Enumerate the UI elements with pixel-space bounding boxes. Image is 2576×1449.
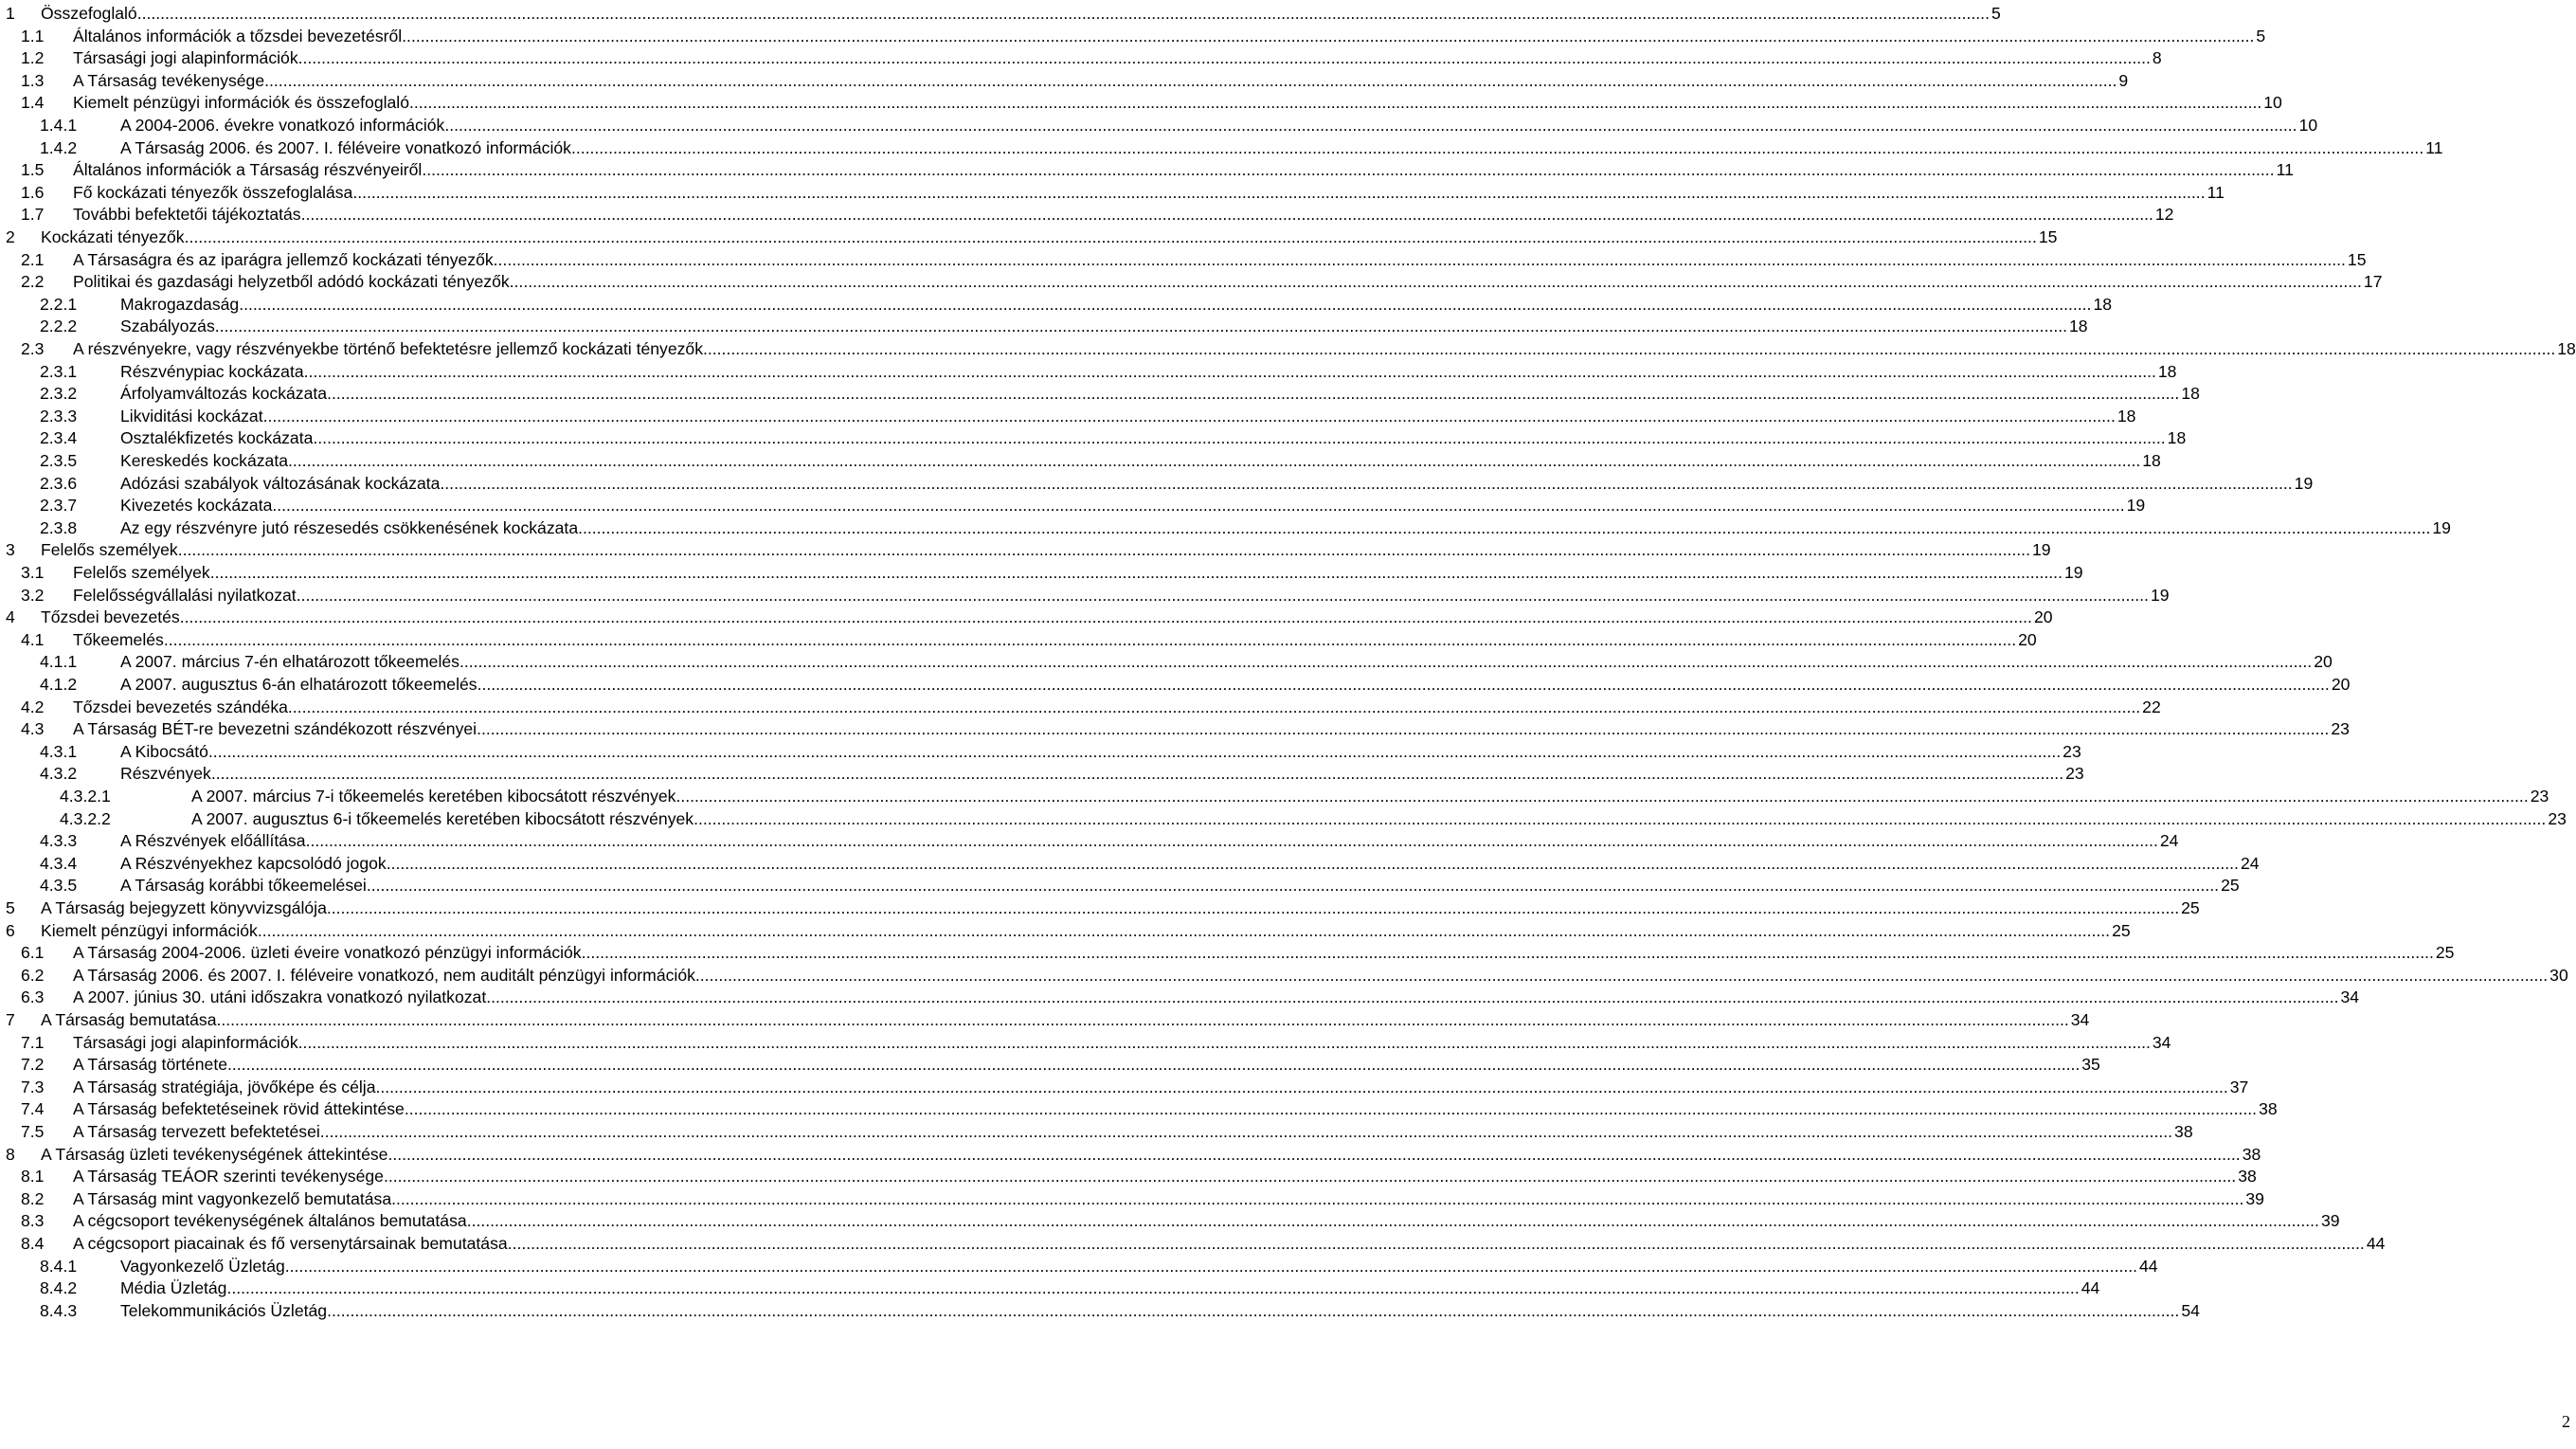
toc-entry-page: 44 <box>2366 1234 2386 1253</box>
toc-entry-title: Összefoglaló <box>41 4 137 23</box>
toc-entry-page: 23 <box>2065 764 2084 784</box>
dot-leader: ................................................................................................................................................................................................................................................................................................................................................................................................................ <box>184 227 2037 246</box>
toc-entry-page: 39 <box>2320 1211 2340 1231</box>
dot-leader: ................................................................................................................................................................................................................................................................................................................................................................................................................ <box>578 517 2431 537</box>
dot-leader: ................................................................................................................................................................................................................................................................................................................................................................................................................ <box>404 1099 2258 1119</box>
toc-entry-title: A Társaság története <box>73 1055 228 1075</box>
toc-entry[interactable] <box>0 561 2083 584</box>
toc-entry-number: 1.4.1 <box>40 116 78 135</box>
toc-entry[interactable] <box>0 696 2161 718</box>
toc-entry[interactable] <box>0 472 2314 495</box>
toc-entry-title: Tőzsdei bevezetés szándéka <box>73 697 288 716</box>
toc-entry-page: 20 <box>2033 607 2053 627</box>
toc-entry-page: 10 <box>2263 93 2282 113</box>
toc-entry-page: 18 <box>2167 428 2187 448</box>
toc-entry-title: A Társaság TEÁOR szerinti tevékenysége <box>73 1167 384 1186</box>
toc-entry[interactable] <box>0 1299 2200 1322</box>
toc-entry-number: 4.1.1 <box>40 652 78 672</box>
toc-entry[interactable] <box>0 986 2360 1008</box>
toc-entry-number: 7.2 <box>21 1055 45 1075</box>
toc-entry[interactable] <box>0 1232 2386 1255</box>
toc-entry[interactable] <box>0 717 2350 740</box>
toc-entry-title: A cégcsoport piacainak és fő versenytársainak bemutatása. <box>73 1234 513 1253</box>
toc-entry-page: 38 <box>2242 1144 2261 1164</box>
toc-entry-number: 8.4.1 <box>40 1256 78 1276</box>
dot-leader: ................................................................................................................................................................................................................................................................................................................................................................................................................ <box>207 741 2062 761</box>
toc-entry[interactable] <box>0 1008 2090 1031</box>
toc-entry-page: 37 <box>2229 1077 2249 1096</box>
toc-entry-number: 5 <box>6 898 15 917</box>
toc-entry-number: 1.3 <box>21 70 45 90</box>
toc-entry[interactable] <box>0 91 2282 114</box>
dot-leader: ................................................................................................................................................................................................................................................................................................................................................................................................................ <box>296 585 2149 605</box>
toc-entry-number: 7.1 <box>21 1032 45 1052</box>
toc-entry-page: 17 <box>2363 272 2383 292</box>
toc-entry[interactable] <box>0 941 2455 964</box>
toc-entry-title: A 2007. június 30. utáni időszakra vonatkozó nyilatkozat <box>73 987 487 1007</box>
toc-entry-page: 25 <box>2435 943 2455 963</box>
dot-leader: ................................................................................................................................................................................................................................................................................................................................................................................................................ <box>287 697 2141 716</box>
toc-entry-title: Az egy részvényre jutó részesedés csökkenésének kockázata <box>120 517 579 537</box>
toc-entry[interactable] <box>0 315 2088 337</box>
toc-entry[interactable] <box>0 337 2576 360</box>
toc-entry-title: Kivezetés kockázata <box>120 496 273 516</box>
toc-entry-number: 8.1 <box>21 1167 45 1186</box>
toc-entry-number: 1.4.2 <box>40 137 78 157</box>
toc-entry-page: 19 <box>2063 563 2083 582</box>
toc-entry[interactable] <box>0 829 2179 852</box>
toc-entry[interactable] <box>0 874 2240 897</box>
toc-entry-title: A 2007. március 7-i tőkeemelés keretében kibocsátott részvények <box>191 787 676 806</box>
toc-entry-title: A Társaság 2004-2006. üzleti éveire vonatkozó pénzügyi információk <box>73 943 582 963</box>
toc-entry[interactable] <box>0 46 2162 69</box>
toc-entry-number: 2.3.3 <box>40 406 78 426</box>
dot-leader: ................................................................................................................................................................................................................................................................................................................................................................................................................ <box>466 1211 2319 1231</box>
toc-entry-title: Felelős személyek <box>41 540 178 560</box>
toc-entry[interactable] <box>0 293 2113 316</box>
toc-entry-page: 18 <box>2069 317 2088 336</box>
toc-entry-title: Részvények <box>120 764 211 784</box>
dot-leader: ................................................................................................................................................................................................................................................................................................................................................................................................................ <box>239 294 2092 314</box>
toc-entry[interactable] <box>0 919 2131 942</box>
dot-leader: ................................................................................................................................................................................................................................................................................................................................................................................................................ <box>305 831 2158 851</box>
toc-entry-title: A részvényekre, vagy részvényekbe történő befektetésre jellemző kockázati tényezők <box>73 339 703 358</box>
toc-entry[interactable] <box>0 382 2200 405</box>
dot-leader: ................................................................................................................................................................................................................................................................................................................................................................................................................ <box>227 1055 2081 1075</box>
toc-entry-page: 19 <box>2126 496 2146 516</box>
toc-entry-title: A 2004-2006. évekre vonatkozó információk <box>120 116 445 135</box>
toc-entry-page: 19 <box>2150 585 2170 605</box>
toc-entry-number: 4.2 <box>21 697 45 716</box>
toc-entry[interactable] <box>0 1255 2158 1277</box>
dot-leader: ................................................................................................................................................................................................................................................................................................................................................................................................................ <box>326 898 2180 917</box>
dot-leader: ................................................................................................................................................................................................................................................................................................................................................................................................................ <box>136 4 1990 23</box>
toc-entry[interactable] <box>0 1165 2257 1187</box>
toc-entry-page: 20 <box>2331 675 2351 694</box>
toc-entry-title: A Társaság tevékenysége <box>73 70 265 90</box>
toc-entry-page: 25 <box>2112 920 2131 940</box>
toc-entry-title: A Társaság stratégiája, jövőképe és célja <box>73 1077 376 1096</box>
dot-leader: ................................................................................................................................................................................................................................................................................................................................................................................................................ <box>703 339 2556 358</box>
toc-entry-number: 3.1 <box>21 563 45 582</box>
toc-entry-title: Általános információk a tőzsdei bevezetésről <box>73 26 403 45</box>
dot-leader: ................................................................................................................................................................................................................................................................................................................................................................................................................ <box>581 943 2434 963</box>
toc-entry-title: Kereskedés kockázata <box>120 451 289 470</box>
toc-entry[interactable] <box>0 964 2568 987</box>
toc-entry-title: Felelősségvállalási nyilatkozat <box>73 585 297 605</box>
toc-entry-page: 18 <box>2093 294 2113 314</box>
toc-entry-title: Likviditási kockázat <box>120 406 263 426</box>
dot-leader: ................................................................................................................................................................................................................................................................................................................................................................................................................ <box>257 920 2111 940</box>
toc-entry-page: 5 <box>1991 4 2001 23</box>
toc-entry-page: 22 <box>2142 697 2161 716</box>
toc-entry-page: 10 <box>2298 116 2318 135</box>
toc-entry-page: 25 <box>2221 876 2240 896</box>
toc-entry[interactable] <box>0 584 2170 607</box>
toc-entry-number: 6 <box>6 920 15 940</box>
toc-entry-number: 4.1.2 <box>40 675 78 694</box>
toc-entry-number: 2.3.7 <box>40 496 78 516</box>
toc-entry[interactable] <box>0 181 2225 204</box>
toc-entry-number: 1.2 <box>21 48 45 68</box>
dot-leader: ................................................................................................................................................................................................................................................................................................................................................................................................................ <box>303 361 2156 381</box>
dot-leader: ................................................................................................................................................................................................................................................................................................................................................................................................................ <box>676 787 2529 806</box>
toc-entry-page: 18 <box>2117 406 2136 426</box>
toc-entry[interactable] <box>0 762 2084 785</box>
toc-entry-page: 24 <box>2159 831 2179 851</box>
toc-entry-page: 38 <box>2174 1122 2193 1141</box>
toc-entry-title: Fő kockázati tényezők összefoglalása <box>73 182 353 202</box>
toc-entry-number: 2.3.5 <box>40 451 78 470</box>
toc-entry-page: 15 <box>2038 227 2058 246</box>
toc-entry-title: A Társaság 2006. és 2007. I. féléveire vonatkozó, nem auditált pénzügyi információk <box>73 965 695 985</box>
toc-entry-page: 20 <box>2314 652 2333 672</box>
toc-entry[interactable] <box>0 807 2567 830</box>
toc-entry-number: 4.3.2 <box>40 764 78 784</box>
toc-entry-number: 4 <box>6 607 15 627</box>
toc-entry-title: Adózási szabályok változásának kockázata <box>120 473 441 493</box>
toc-entry[interactable] <box>0 785 2549 807</box>
toc-entry-page: 30 <box>2549 965 2568 985</box>
dot-leader: ................................................................................................................................................................................................................................................................................................................................................................................................................ <box>214 317 2068 336</box>
toc-entry[interactable] <box>0 1209 2340 1232</box>
dot-leader: ................................................................................................................................................................................................................................................................................................................................................................................................................ <box>409 93 2262 113</box>
dot-leader: ................................................................................................................................................................................................................................................................................................................................................................................................................ <box>327 384 2180 404</box>
toc-entry-page: 12 <box>2154 205 2174 225</box>
toc-entry-title: Szabályozás <box>120 317 215 336</box>
dot-leader: ................................................................................................................................................................................................................................................................................................................................................................................................................ <box>366 876 2220 896</box>
toc-entry-title: Társasági jogi alapinformációk <box>73 1032 298 1052</box>
toc-entry-number: 8 <box>6 1144 15 1164</box>
toc-entry[interactable] <box>0 1277 2100 1299</box>
toc-entry-number: 7.4 <box>21 1099 45 1119</box>
toc-entry-number: 1 <box>6 4 15 23</box>
dot-leader: ................................................................................................................................................................................................................................................................................................................................................................................................................ <box>288 451 2141 470</box>
toc-entry-number: 2.3.4 <box>40 428 78 448</box>
toc-entry-page: 18 <box>2557 339 2576 358</box>
toc-entry-title: A Társaság BÉT-re bevezetni szándékozott részvényei <box>73 719 477 739</box>
toc-entry-page: 23 <box>2331 719 2350 739</box>
toc-entry-page: 20 <box>2018 629 2037 649</box>
dot-leader: ................................................................................................................................................................................................................................................................................................................................................................................................................ <box>284 1256 2138 1276</box>
toc-entry-title: Általános információk a Társaság részvényeiről <box>73 160 423 180</box>
toc-entry-number: 1.7 <box>21 205 45 225</box>
toc-entry[interactable] <box>0 1187 2264 1210</box>
toc-entry[interactable] <box>0 449 2161 472</box>
dot-leader: ................................................................................................................................................................................................................................................................................................................................................................................................................ <box>444 116 2297 135</box>
toc-entry-page: 18 <box>2142 451 2161 470</box>
dot-leader: ................................................................................................................................................................................................................................................................................................................................................................................................................ <box>262 406 2116 426</box>
toc-entry-number: 6.1 <box>21 943 45 963</box>
toc-entry-page: 54 <box>2181 1300 2200 1320</box>
dot-leader: ................................................................................................................................................................................................................................................................................................................................................................................................................ <box>163 629 2017 649</box>
toc-entry-title: Kockázati tényezők <box>41 227 185 246</box>
toc-entry-page: 44 <box>2081 1278 2100 1298</box>
toc-entry-title: Média Üzletág <box>120 1278 227 1298</box>
toc-entry[interactable] <box>0 1076 2249 1098</box>
toc-entry-number: 2.2.2 <box>40 317 78 336</box>
toc-entry-number: 2.2.1 <box>40 294 78 314</box>
toc-entry-number: 2.3.1 <box>40 361 78 381</box>
toc-entry-number: 4.3.4 <box>40 853 78 873</box>
toc-entry-title: Telekommunikációs Üzletág <box>120 1300 328 1320</box>
dot-leader: ................................................................................................................................................................................................................................................................................................................................................................................................................ <box>226 1278 2080 1298</box>
toc-entry-number: 2.1 <box>21 249 45 269</box>
toc-entry[interactable] <box>0 1031 2171 1054</box>
toc-entry-title: A Társaság korábbi tőkeemelései <box>120 876 367 896</box>
toc-entry[interactable] <box>0 203 2174 226</box>
toc-entry-page: 19 <box>2031 540 2051 560</box>
toc-entry[interactable] <box>0 897 2200 919</box>
toc-entry-page: 23 <box>2530 787 2549 806</box>
toc-entry-page: 5 <box>2256 26 2266 45</box>
toc-entry-page: 18 <box>2157 361 2177 381</box>
toc-entry-page: 19 <box>2294 473 2314 493</box>
dot-leader: ................................................................................................................................................................................................................................................................................................................................................................................................................ <box>477 719 2330 739</box>
toc-entry-title: A Társaság 2006. és 2007. I. féléveire vonatkozó információk <box>120 137 571 157</box>
toc-entry-page: 11 <box>2207 182 2225 202</box>
toc-entry-number: 8.4.2 <box>40 1278 78 1298</box>
toc-entry-number: 8.4.3 <box>40 1300 78 1320</box>
toc-entry[interactable] <box>0 69 2129 92</box>
toc-entry-number: 1.6 <box>21 182 45 202</box>
toc-entry[interactable] <box>0 538 2051 561</box>
dot-leader: ................................................................................................................................................................................................................................................................................................................................................................................................................ <box>264 70 2117 90</box>
dot-leader: ................................................................................................................................................................................................................................................................................................................................................................................................................ <box>440 473 2293 493</box>
toc-entry[interactable] <box>0 158 2294 181</box>
toc-entry[interactable] <box>0 2 2001 25</box>
toc-entry-title: A Társaság bemutatása <box>41 1010 217 1029</box>
dot-leader: ................................................................................................................................................................................................................................................................................................................................................................................................................ <box>493 249 2346 269</box>
toc-entry[interactable] <box>0 405 2136 427</box>
toc-entry-title: A 2007. augusztus 6-án elhatározott tőkeemelés <box>120 675 477 694</box>
toc-entry-title: Felelős személyek <box>73 563 210 582</box>
dot-leader: ................................................................................................................................................................................................................................................................................................................................................................................................................ <box>319 1122 2173 1141</box>
toc-entry-number: 2.3.6 <box>40 473 78 493</box>
dot-leader: ................................................................................................................................................................................................................................................................................................................................................................................................................ <box>272 496 2125 516</box>
toc-entry-page: 34 <box>2340 987 2360 1007</box>
toc-entry-number: 2.3.8 <box>40 517 78 537</box>
dot-leader: ................................................................................................................................................................................................................................................................................................................................................................................................................ <box>177 540 2030 560</box>
toc-entry-title: A cégcsoport tevékenységének általános bemutatása <box>73 1211 467 1231</box>
dot-leader: ................................................................................................................................................................................................................................................................................................................................................................................................................ <box>486 987 2339 1007</box>
toc-entry-number: 6.3 <box>21 987 45 1007</box>
toc-entry-title: Részvénypiac kockázata <box>120 361 304 381</box>
toc-entry-number: 8.3 <box>21 1211 45 1231</box>
toc-entry-title: Tőkeemelés <box>73 629 164 649</box>
toc-entry-number: 4.3.1 <box>40 741 78 761</box>
dot-leader: ................................................................................................................................................................................................................................................................................................................................................................................................................ <box>300 205 2153 225</box>
toc-entry[interactable] <box>0 25 2266 47</box>
toc-entry[interactable] <box>0 1120 2193 1143</box>
dot-leader: ................................................................................................................................................................................................................................................................................................................................................................................................................ <box>477 675 2330 694</box>
dot-leader: ................................................................................................................................................................................................................................................................................................................................................................................................................ <box>383 1167 2237 1186</box>
toc-entry-title: A Részvények előállítása <box>120 831 306 851</box>
toc-entry[interactable] <box>0 360 2177 383</box>
dot-leader: ................................................................................................................................................................................................................................................................................................................................................................................................................ <box>459 652 2313 672</box>
toc-entry-number: 6.2 <box>21 965 45 985</box>
toc-entry-title: Osztalékfizetés kockázata <box>120 428 314 448</box>
toc-entry-page: 23 <box>2063 741 2081 761</box>
toc-entry[interactable] <box>0 1053 2100 1076</box>
dot-leader: ................................................................................................................................................................................................................................................................................................................................................................................................................ <box>694 965 2549 985</box>
toc-entry[interactable] <box>0 740 2081 763</box>
toc-entry-title: Politikai és gazdasági helyzetből adódó kockázati tényezők <box>73 272 510 292</box>
toc-entry-page: 9 <box>2118 70 2129 90</box>
toc-entry-page: 44 <box>2139 1256 2158 1276</box>
toc-entry-number: 8.4 <box>21 1234 45 1253</box>
toc-entry[interactable] <box>0 114 2318 136</box>
toc-entry-number: 2.2 <box>21 272 45 292</box>
toc-entry-number: 2 <box>6 227 15 246</box>
toc-entry-page: 18 <box>2181 384 2200 404</box>
toc-entry-page: 19 <box>2432 517 2451 537</box>
toc-entry-title: A Részvényekhez kapcsolódó jogok <box>120 853 387 873</box>
toc-entry-title: A Társaság befektetéseinek rövid áttekintése <box>73 1099 405 1119</box>
toc-entry-number: 4.3 <box>21 719 45 739</box>
dot-leader: ................................................................................................................................................................................................................................................................................................................................................................................................................ <box>209 563 2063 582</box>
dot-leader: ................................................................................................................................................................................................................................................................................................................................................................................................................ <box>179 607 2032 627</box>
toc-entry-page: 38 <box>2238 1167 2257 1186</box>
toc-entry-title: A Társaság üzleti tevékenységének áttekintése <box>41 1144 388 1164</box>
toc-entry[interactable] <box>0 494 2146 516</box>
toc-entry-title: További befektetői tájékoztatás <box>73 205 301 225</box>
toc-entry-number: 4.3.2.1 <box>60 787 111 806</box>
toc-entry[interactable] <box>0 650 2333 673</box>
toc-entry-title: A Társaság tervezett befektetései <box>73 1122 320 1141</box>
toc-entry-title: A 2007. március 7-én elhatározott tőkeemelés <box>120 652 459 672</box>
toc-entry-number: 7.3 <box>21 1077 45 1096</box>
toc-entry-page: 15 <box>2347 249 2367 269</box>
toc-entry-title: Kiemelt pénzügyi információk és összefoglaló <box>73 93 409 113</box>
toc-entry[interactable] <box>0 673 2351 696</box>
toc-entry[interactable] <box>0 226 2058 248</box>
toc-entry-title: A 2007. augusztus 6-i tőkeemelés keretében kibocsátott részvények <box>191 808 694 828</box>
toc-entry-title: A Társaságra és az iparágra jellemző kockázati tényezők <box>73 249 494 269</box>
toc-entry-page: 39 <box>2245 1188 2264 1208</box>
page-number: 2 <box>2562 1412 2570 1431</box>
dot-leader: ................................................................................................................................................................................................................................................................................................................................................................................................................ <box>210 764 2064 784</box>
dot-leader: ................................................................................................................................................................................................................................................................................................................................................................................................................ <box>375 1077 2228 1096</box>
toc-entry[interactable] <box>0 516 2451 539</box>
toc-entry-number: 4.3.3 <box>40 831 78 851</box>
toc-entry-title: Kiemelt pénzügyi információk <box>41 920 258 940</box>
toc-entry[interactable] <box>0 248 2367 271</box>
toc-entry-number: 1.1 <box>21 26 45 45</box>
dot-leader: ................................................................................................................................................................................................................................................................................................................................................................................................................ <box>313 428 2166 448</box>
toc-entry-page: 35 <box>2081 1055 2100 1075</box>
toc-entry-number: 7.5 <box>21 1122 45 1141</box>
toc-entry-page: 38 <box>2259 1099 2278 1119</box>
toc-entry-page: 34 <box>2070 1010 2090 1029</box>
toc-entry-page: 8 <box>2152 48 2162 68</box>
toc-entry-page: 23 <box>2548 808 2567 828</box>
toc-entry-title: Árfolyamváltozás kockázata <box>120 384 328 404</box>
toc-entry-number: 8.2 <box>21 1188 45 1208</box>
toc-entry-title: Makrogazdaság <box>120 294 240 314</box>
toc-entry-number: 1.5 <box>21 160 45 180</box>
toc-entry[interactable] <box>0 270 2383 293</box>
dot-leader: ................................................................................................................................................................................................................................................................................................................................................................................................................ <box>512 1234 2365 1253</box>
toc-entry-title: Tőzsdei bevezetés <box>41 607 180 627</box>
toc-entry[interactable] <box>0 1097 2278 1120</box>
toc-entry-number: 1.4 <box>21 93 45 113</box>
dot-leader: ................................................................................................................................................................................................................................................................................................................................................................................................................ <box>402 26 2255 45</box>
toc-entry[interactable] <box>0 1143 2261 1166</box>
toc-entry[interactable] <box>0 852 2260 875</box>
toc-entry-page: 11 <box>2276 160 2294 180</box>
toc-entry-page: 11 <box>2425 137 2443 157</box>
toc-entry-title: A Társaság bejegyzett könyvvizsgálója <box>41 898 327 917</box>
dot-leader: ................................................................................................................................................................................................................................................................................................................................................................................................................ <box>352 182 2206 202</box>
toc-entry-number: 2.3 <box>21 339 45 358</box>
toc-entry-title: Vagyonkezelő Üzletág <box>120 1256 285 1276</box>
dot-leader: ................................................................................................................................................................................................................................................................................................................................................................................................................ <box>509 272 2362 292</box>
toc-entry-title: A Társaság mint vagyonkezelő bemutatása <box>73 1188 392 1208</box>
toc-entry[interactable] <box>0 628 2037 651</box>
dot-leader: ................................................................................................................................................................................................................................................................................................................................................................................................................ <box>391 1188 2244 1208</box>
toc-entry-title: A Kibocsátó <box>120 741 208 761</box>
toc-entry-number: 2.3.2 <box>40 384 78 404</box>
toc-entry[interactable] <box>0 426 2187 449</box>
toc-entry-page: 24 <box>2240 853 2260 873</box>
toc-entry[interactable] <box>0 136 2443 159</box>
dot-leader: ................................................................................................................................................................................................................................................................................................................................................................................................................ <box>327 1300 2180 1320</box>
toc-entry-page: 25 <box>2181 898 2200 917</box>
dot-leader: ................................................................................................................................................................................................................................................................................................................................................................................................................ <box>387 1144 2241 1164</box>
toc-entry-number: 3.2 <box>21 585 45 605</box>
toc-entry-number: 4.1 <box>21 629 45 649</box>
dot-leader: ................................................................................................................................................................................................................................................................................................................................................................................................................ <box>216 1010 2069 1029</box>
toc-entry-number: 4.3.5 <box>40 876 78 896</box>
toc-entry-number: 7 <box>6 1010 15 1029</box>
dot-leader: ................................................................................................................................................................................................................................................................................................................................................................................................................ <box>422 160 2275 180</box>
toc-entry-title: Társasági jogi alapinformációk <box>73 48 298 68</box>
dot-leader: ................................................................................................................................................................................................................................................................................................................................................................................................................ <box>386 853 2239 873</box>
dot-leader: ................................................................................................................................................................................................................................................................................................................................................................................................................ <box>694 808 2547 828</box>
dot-leader: ................................................................................................................................................................................................................................................................................................................................................................................................................ <box>297 1032 2151 1052</box>
toc-entry-page: 34 <box>2152 1032 2171 1052</box>
dot-leader: ................................................................................................................................................................................................................................................................................................................................................................................................................ <box>297 48 2151 68</box>
toc-entry[interactable] <box>0 606 2053 628</box>
dot-leader: ................................................................................................................................................................................................................................................................................................................................................................................................................ <box>570 137 2424 157</box>
toc-entry-number: 4.3.2.2 <box>60 808 111 828</box>
toc-entry-number: 3 <box>6 540 15 560</box>
